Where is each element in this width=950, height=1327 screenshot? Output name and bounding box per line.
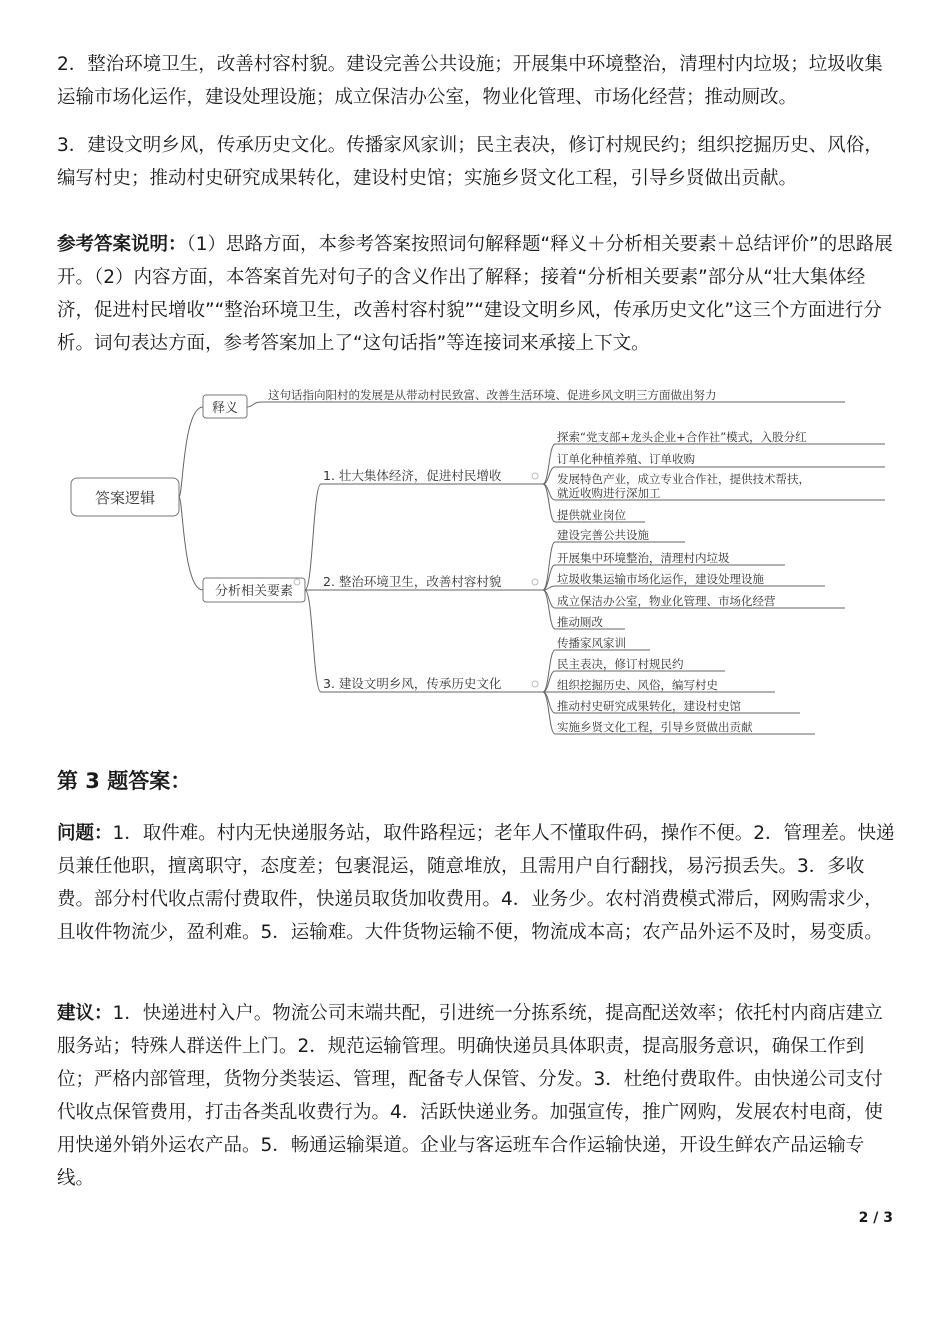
problem-label: 问题：: [57, 823, 113, 844]
topic2-item: 建设完善公共设施: [557, 528, 649, 542]
topic1-item: 就近收购进行深加工: [557, 486, 661, 500]
explanation-label: 参考答案说明：: [57, 234, 187, 255]
topic1-item: 发展特色产业，成立专业合作社，提供技术帮扶，: [557, 472, 810, 486]
topic3-item: 传播家风家训: [557, 636, 626, 650]
connector-root-branch2: [179, 497, 203, 590]
topic3-item: 推动村史研究成果转化，建设村史馆: [557, 699, 741, 713]
topic3-title: 3. 建设文明乡风，传承历史文化: [323, 676, 502, 691]
branch2-label: 分析相关要素: [214, 584, 294, 599]
problem-text: 1．取件难。村内无快递服务站，取件路程远；老年人不懂取件码，操作不便。2．管理差。快递员兼任他职，擅离职守，态度差；包裹混运，随意堆放，且需用户自行翻找，易污损丢失。3．多收费。部分村代收点需付费取件，快递员取货加收费用。4．业务少。农村消费模式滞后，网购需求少，且收件物流少，盈利难。5．运输难。大件货物运输不便，物流成本高；农产品外运不及时，易变质。: [57, 823, 895, 943]
topic1-item: 提供就业岗位: [557, 508, 626, 522]
topic2-item: 推动厕改: [557, 615, 603, 629]
explanation-paragraph: [57, 228, 897, 360]
topic2-item: 开展集中环境整治，清理村内垃圾: [557, 551, 730, 565]
topic2-item: 垃圾收集运输市场化运作，建设处理设施: [557, 572, 764, 586]
question3-heading: 第 3 题答案：: [57, 769, 192, 793]
topic1-item: 探索“党支部+龙头企业+合作社”模式，入股分红: [557, 430, 807, 444]
answer-logic-mindmap: [65, 382, 895, 742]
topic1-title: 1. 壮大集体经济，促进村民增收: [323, 468, 502, 483]
answer-item-3: 3．建设文明乡风，传承历史文化。传播家风家训；民主表决，修订村规民约；组织挖掘历史、风俗，编写村史；推动村史研究成果转化，建设村史馆；实施乡贤文化工程，引导乡贤做出贡献。: [57, 135, 883, 189]
advice-text: 1．快递进村入户。物流公司末端共配，引进统一分拣系统，提高配送效率；依托村内商店建立服务站；特殊人群送件上门。2．规范运输管理。明确快递员具体职责，提高服务意识，确保工作到位；严格内部管理，货物分类装运、管理，配备专人保管、分发。3．杜绝付费取件。由快递公司支付代收点保管费用，打击各类乱收费行为。4．活跃快递业务。加强宣传，推广网购，发展农村电商，使用快递外销外运农产品。5．畅通运输渠道。企业与客运班车合作运输快递，开设生鲜农产品运输专线。: [57, 1003, 883, 1189]
topic3-item: 组织挖掘历史、风俗，编写村史: [557, 678, 718, 692]
advice-label: 建议：: [57, 1003, 113, 1024]
advice-paragraph: [57, 997, 897, 1195]
answer-item-2: 2．整治环境卫生，改善村容村貌。建设完善公共设施；开展集中环境整治，清理村内垃圾；垃圾收集运输市场化运作，建设处理设施；成立保洁办公室，物业化管理、市场化经营；推动厕改。: [57, 54, 883, 108]
page-number: 2 / 3: [858, 1210, 893, 1226]
branch1-description: 这句话指向阳村的发展是从带动村民致富、改善生活环境、促进乡风文明三方面做出努力: [268, 388, 717, 402]
branch1-text-underline: [247, 402, 845, 407]
topic1-item: 订单化种植养殖、订单收购: [557, 452, 695, 466]
connector-root-branch1: [179, 407, 203, 497]
topic3-item: 民主表决，修订村规民约: [557, 657, 684, 671]
topic2-item: 成立保洁办公室，物业化管理、市场化经营: [557, 594, 776, 608]
topic2-title: 2. 整治环境卫生，改善村容村貌: [323, 574, 502, 589]
explanation-text: （1）思路方面，本参考答案按照词句解释题“释义＋分析相关要素＋总结评价”的思路展开。（2）内容方面，本答案首先对句子的含义作出了解释；接着“分析相关要素”部分从“壮大集体经济，促进村民增收”“整治环境卫生，改善村容村貌”“建设文明乡风，传承历史文化”这三个方面进行分析。词句表达方面，参考答案加上了“这句话指”等连接词来承接上下文。: [57, 234, 893, 354]
topic3-item: 实施乡贤文化工程，引导乡贤做出贡献: [557, 720, 753, 734]
branch1-label: 释义: [211, 401, 239, 416]
problem-paragraph: [57, 817, 897, 949]
mindmap-root-label: 答案逻辑: [94, 489, 156, 507]
